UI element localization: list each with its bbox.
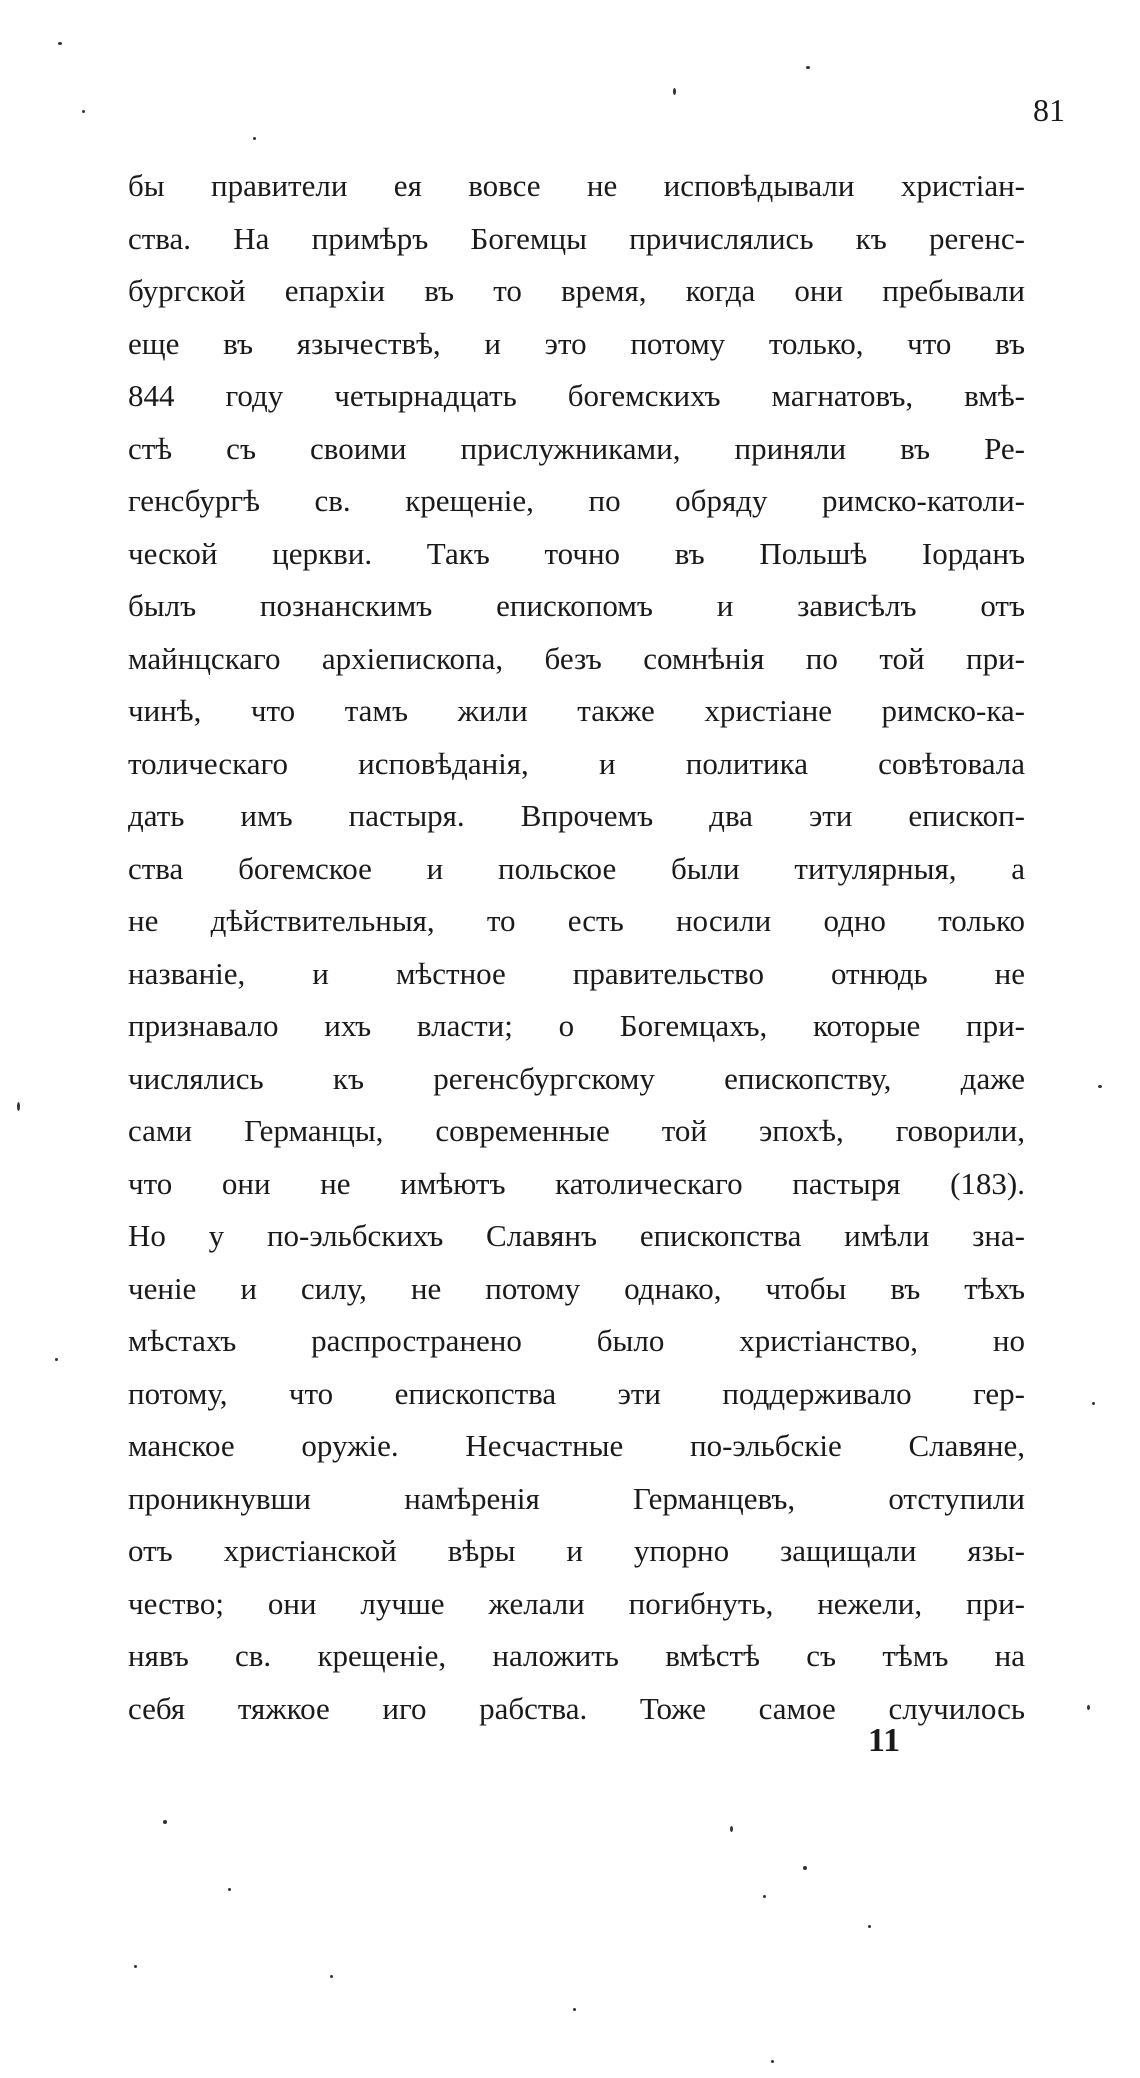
text-line: генсбургѣ св. крещеніе, по обряду римско-католи- [128,483,1025,518]
body-text [128,160,1025,1735]
scan-speck [82,110,85,113]
text-line: майнцскаго архіепископа, безъ сомнѣнія по той при- [128,640,1025,676]
text-line: Но у по-эльбскихъ Славянъ епископства имѣли зна- [128,1218,1025,1253]
scan-speck [17,1102,20,1111]
text-line: отъ христіанской вѣры и упорно защищали язы- [128,1533,1025,1568]
text-line: ческой церкви. Такъ точно въ Польшѣ Іорданъ [128,535,1025,571]
text-line: нявъ св. крещеніе, наложить вмѣстѣ съ тѣмъ на [128,1638,1025,1673]
scan-speck [771,2060,774,2063]
text-line: бы правители ея вовсе не исповѣдывали христіан- [128,168,1025,203]
scan-speck [228,1888,231,1891]
scan-speck [803,1866,807,1870]
text-line: числялись къ регенсбургскому епископству, даже [128,1060,1025,1096]
text-line: себя тяжкое иго рабства. Тоже самое случилось [128,1690,1025,1726]
text-line: толическаго исповѣданія, и политика совѣтовала [128,745,1025,781]
text-line: ства. На примѣръ Богемцы причислялись къ регенс- [128,220,1025,256]
scan-speck [730,1826,733,1832]
scan-speck [55,1358,58,1361]
text-line: манское оружіе. Несчастные по-эльбскіе Славяне, [128,1428,1025,1463]
text-line: названіе, и мѣстное правительство отнюдь не [128,955,1025,991]
text-line: ченіе и силу, не потому однако, чтобы въ тѣхъ [128,1270,1025,1306]
text-line: чество; они лучше желали погибнуть, нежели, при- [128,1585,1025,1621]
text-line: чинѣ, что тамъ жили также христіане римско-ка- [128,693,1025,728]
text-line: ства богемское и польское были титулярныя, а [128,850,1025,886]
scan-speck [1087,1705,1090,1710]
text-line: что они не имѣютъ католическаго пастыря (183). [128,1165,1025,1201]
scan-speck [163,1820,167,1824]
text-line: бургской епархіи въ то время, когда они пребывали [128,273,1025,308]
text-line: былъ познанскимъ епископомъ и зависѣлъ отъ [128,588,1025,623]
scan-speck [330,1975,333,1978]
scan-speck [763,1895,766,1898]
text-line: стѣ съ своими прислужниками, приняли въ Ре- [128,430,1025,466]
scan-speck [58,42,62,45]
text-line: дать имъ пастыря. Впрочемъ два эти епископ- [128,798,1025,833]
text-line: сами Германцы, современные той эпохѣ, говорили, [128,1113,1025,1148]
text-line: потому, что епископства эти поддерживало гер- [128,1375,1025,1411]
signature-mark: 11 [868,1722,901,1759]
scan-speck [1098,1085,1102,1088]
text-line: не дѣйствительныя, то есть носили одно только [128,903,1025,938]
text-line: проникнувши намѣренія Германцевъ, отступили [128,1480,1025,1516]
scan-speck [1092,1402,1095,1405]
scan-speck [868,1925,871,1928]
text-line: еще въ язычествѣ, и это потому только, что въ [128,325,1025,361]
scan-speck [134,1965,137,1968]
text-line: признавало ихъ власти; о Богемцахъ, которые при- [128,1008,1025,1043]
scan-speck [806,66,810,69]
scan-speck [673,88,676,95]
text-line: 844 году четырнадцать богемскихъ магнатовъ, вмѣ- [128,378,1025,413]
scan-speck [253,137,256,140]
scan-speck [573,2008,576,2011]
text-line: мѣстахъ распространено было христіанство, но [128,1323,1025,1358]
page-number: 81 [1033,92,1065,128]
